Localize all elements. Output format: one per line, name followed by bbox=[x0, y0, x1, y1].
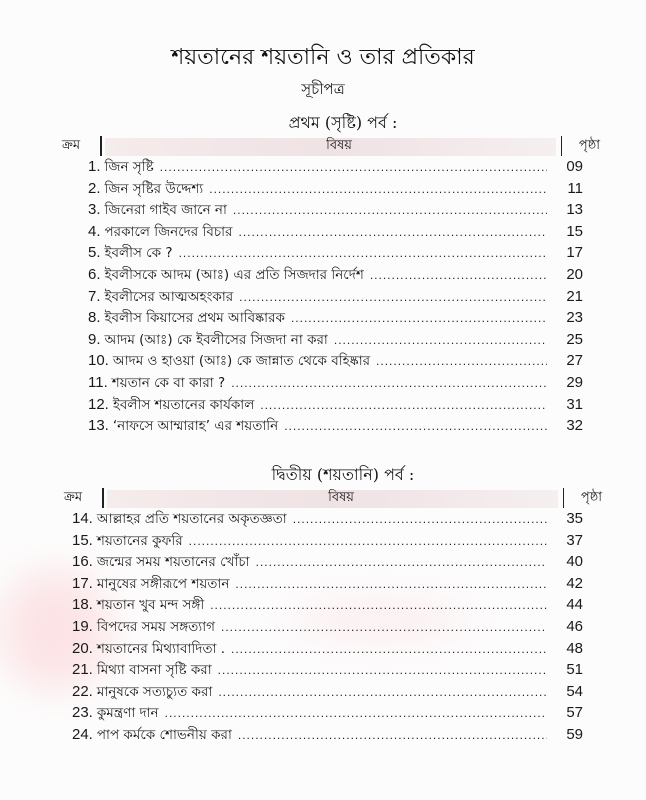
entry-page: 37 bbox=[566, 531, 583, 549]
entry-number: 20. bbox=[72, 639, 93, 657]
entry-page: 29 bbox=[566, 373, 583, 391]
entry-page: 57 bbox=[566, 704, 583, 722]
entry-page: 25 bbox=[566, 330, 583, 348]
dot-leader bbox=[231, 373, 547, 394]
entry-page: 13 bbox=[566, 201, 583, 219]
entry-title: মিথ্যা বাসনা সৃষ্টি করা bbox=[96, 662, 212, 679]
entry-page: 51 bbox=[566, 661, 583, 679]
entry-number: 1. bbox=[88, 158, 101, 175]
entry-title: জিন সৃষ্টির উদ্দেশ্য bbox=[104, 180, 204, 197]
entry-title: জিনেরা গাইব জানে না bbox=[104, 202, 227, 219]
header-subject: বিষয় bbox=[328, 490, 354, 505]
entry-page: 11 bbox=[567, 179, 583, 197]
entry-title: মানুষের সঙ্গীরূপে শয়তান bbox=[96, 575, 230, 592]
toc-entry[interactable] bbox=[72, 551, 583, 573]
toc-entry[interactable] bbox=[72, 681, 583, 703]
entry-page: 35 bbox=[566, 510, 583, 527]
book-title: শয়তানের শয়তানি ও তার প্রতিকার bbox=[171, 45, 475, 70]
dot-leader bbox=[221, 617, 547, 638]
dot-leader bbox=[160, 157, 547, 178]
entry-number: 15. bbox=[72, 531, 93, 549]
toc-entry[interactable] bbox=[72, 594, 583, 616]
dot-leader bbox=[218, 660, 547, 681]
entry-number: 10. bbox=[88, 352, 109, 370]
header-serial: ক্রম bbox=[64, 490, 83, 505]
entry-title: কুমন্ত্রণা দান bbox=[96, 705, 159, 722]
toc-entry[interactable] bbox=[88, 221, 583, 243]
entry-title: শয়তান খুব মন্দ সঙ্গী bbox=[96, 597, 205, 614]
entry-title: শয়তানের কুফরি bbox=[96, 532, 183, 549]
dot-leader bbox=[256, 552, 547, 573]
dot-leader bbox=[235, 574, 547, 595]
entry-number: 8. bbox=[88, 309, 101, 327]
dot-leader bbox=[179, 243, 547, 264]
entry-page: 27 bbox=[566, 352, 583, 370]
dot-leader bbox=[260, 395, 547, 416]
entry-page: 40 bbox=[566, 553, 583, 571]
toc-entry[interactable] bbox=[88, 178, 583, 200]
entry-number: 12. bbox=[88, 395, 109, 413]
entry-title: ইবলীসকে আদম (আঃ) এর প্রতি সিজদার নির্দেশ bbox=[104, 266, 364, 283]
entry-page: 54 bbox=[566, 682, 583, 700]
entry-number: 23. bbox=[72, 704, 93, 722]
entry-number: 5. bbox=[88, 244, 101, 262]
entry-page: 15 bbox=[566, 222, 583, 240]
entry-page: 21 bbox=[566, 287, 583, 305]
dot-leader bbox=[218, 682, 547, 703]
entry-title: পরকালে জিনদের বিচার bbox=[104, 223, 233, 240]
entry-page: 42 bbox=[566, 574, 583, 592]
toc-header-part-1 bbox=[60, 136, 608, 156]
entry-title: পাপ কর্মকে শোভনীয় করা bbox=[96, 726, 232, 743]
entry-page: 09 bbox=[566, 158, 583, 175]
entry-number: 3. bbox=[88, 201, 101, 219]
dot-leader bbox=[238, 725, 547, 746]
entry-title: ‘নাফসে আম্মারাহ’ এর শয়তানি bbox=[112, 418, 279, 435]
entry-title: ইবলীস কে ? bbox=[104, 245, 173, 262]
entry-page: 59 bbox=[566, 725, 583, 743]
entry-title: আল্লাহর প্রতি শয়তানের অকৃতজ্ঞতা bbox=[96, 511, 287, 527]
toc-entry[interactable] bbox=[88, 394, 583, 416]
entry-number: 14. bbox=[72, 510, 93, 527]
entry-number: 24. bbox=[72, 725, 93, 743]
toc-entry[interactable] bbox=[88, 264, 583, 286]
entry-page: 44 bbox=[566, 596, 583, 614]
entry-title: শয়তান কে বা কারা ? bbox=[111, 374, 226, 391]
entry-page: 23 bbox=[566, 309, 583, 327]
entry-title: জন্মের সময় শয়তানের খোঁচা bbox=[96, 554, 250, 571]
entry-number: 16. bbox=[72, 553, 93, 571]
dot-leader bbox=[239, 287, 547, 308]
entry-page: 46 bbox=[566, 617, 583, 635]
header-divider bbox=[563, 488, 565, 508]
toc-entry[interactable] bbox=[88, 156, 583, 178]
toc-entry[interactable] bbox=[72, 530, 583, 552]
part-1-heading: প্রথম (সৃষ্টি) পর্ব : bbox=[288, 113, 398, 132]
toc-entry[interactable] bbox=[88, 199, 583, 221]
toc-header-part-2 bbox=[62, 488, 610, 508]
entry-number: 4. bbox=[88, 222, 101, 240]
toc-entry[interactable] bbox=[88, 350, 583, 372]
dot-leader bbox=[238, 222, 547, 243]
toc-list-part-2 bbox=[72, 508, 583, 746]
dot-leader bbox=[291, 308, 547, 329]
entry-number: 11. bbox=[88, 373, 108, 391]
entry-title: ইবলীস শয়তানের কার্যকাল bbox=[112, 396, 255, 413]
toc-entry[interactable] bbox=[88, 329, 583, 351]
toc-entry[interactable] bbox=[88, 307, 583, 329]
dot-leader bbox=[189, 531, 547, 552]
dot-leader bbox=[284, 416, 547, 437]
entry-number: 19. bbox=[72, 617, 93, 635]
entry-number: 9. bbox=[88, 330, 101, 348]
entry-number: 2. bbox=[88, 179, 101, 197]
dot-leader bbox=[370, 265, 547, 286]
dot-leader bbox=[209, 179, 547, 200]
dot-leader bbox=[210, 595, 547, 616]
entry-page: 32 bbox=[566, 417, 583, 435]
toc-entry[interactable] bbox=[72, 616, 583, 638]
header-serial: ক্রম bbox=[62, 138, 81, 153]
dot-leader bbox=[334, 330, 547, 351]
toc-entry[interactable] bbox=[88, 372, 583, 394]
dot-leader bbox=[231, 639, 547, 660]
part-2-heading: দ্বিতীয় (শয়তানি) পর্ব : bbox=[271, 465, 415, 484]
toc-entry[interactable] bbox=[72, 702, 583, 724]
entry-title: শয়তানের মিথ্যাবাদিতা . bbox=[96, 640, 225, 657]
dot-leader bbox=[376, 351, 547, 372]
header-subject: বিষয় bbox=[326, 138, 352, 153]
toc-entry[interactable] bbox=[72, 724, 583, 746]
entry-page: 48 bbox=[566, 639, 583, 657]
entry-number: 17. bbox=[72, 574, 93, 592]
toc-entry[interactable] bbox=[72, 508, 583, 530]
toc-list-part-1 bbox=[88, 156, 583, 437]
entry-page: 17 bbox=[566, 244, 583, 262]
dot-leader bbox=[293, 509, 547, 530]
entry-number: 22. bbox=[72, 682, 93, 700]
dot-leader bbox=[165, 703, 547, 724]
entry-page: 31 bbox=[566, 395, 583, 413]
entry-title: ইবলীস কিয়াসের প্রথম আবিষ্কারক bbox=[104, 310, 285, 327]
toc-entry[interactable] bbox=[88, 415, 583, 437]
entry-title: জিন সৃষ্টি bbox=[104, 159, 154, 175]
entry-title: মানুষকে সত্যচ্যুত করা bbox=[96, 683, 213, 700]
entry-number: 21. bbox=[72, 661, 93, 679]
entry-title: ইবলীসের আত্মঅহংকার bbox=[104, 288, 234, 305]
entry-title: আদম ও হাওয়া (আঃ) কে জান্নাত থেকে বহিষ্কার bbox=[112, 353, 371, 370]
entry-number: 13. bbox=[88, 417, 109, 435]
entry-number: 18. bbox=[72, 596, 93, 614]
toc-entry[interactable] bbox=[72, 659, 583, 681]
toc-subtitle: সূচীপত্র bbox=[301, 80, 345, 98]
entry-title: বিপদের সময় সঙ্গত্যাগ bbox=[96, 618, 215, 635]
entry-page: 20 bbox=[566, 265, 583, 283]
toc-entry[interactable] bbox=[88, 242, 583, 264]
header-page: পৃষ্ঠা bbox=[578, 138, 600, 153]
entry-number: 7. bbox=[88, 287, 101, 305]
entry-number: 6. bbox=[88, 265, 101, 283]
header-divider bbox=[561, 136, 563, 156]
toc-entry[interactable] bbox=[88, 286, 583, 308]
toc-entry[interactable] bbox=[72, 638, 583, 660]
dot-leader bbox=[233, 200, 547, 221]
entry-title: আদম (আঃ) কে ইবলীসের সিজদা না করা bbox=[104, 331, 328, 348]
toc-entry[interactable] bbox=[72, 573, 583, 595]
header-page: পৃষ্ঠা bbox=[580, 490, 602, 505]
